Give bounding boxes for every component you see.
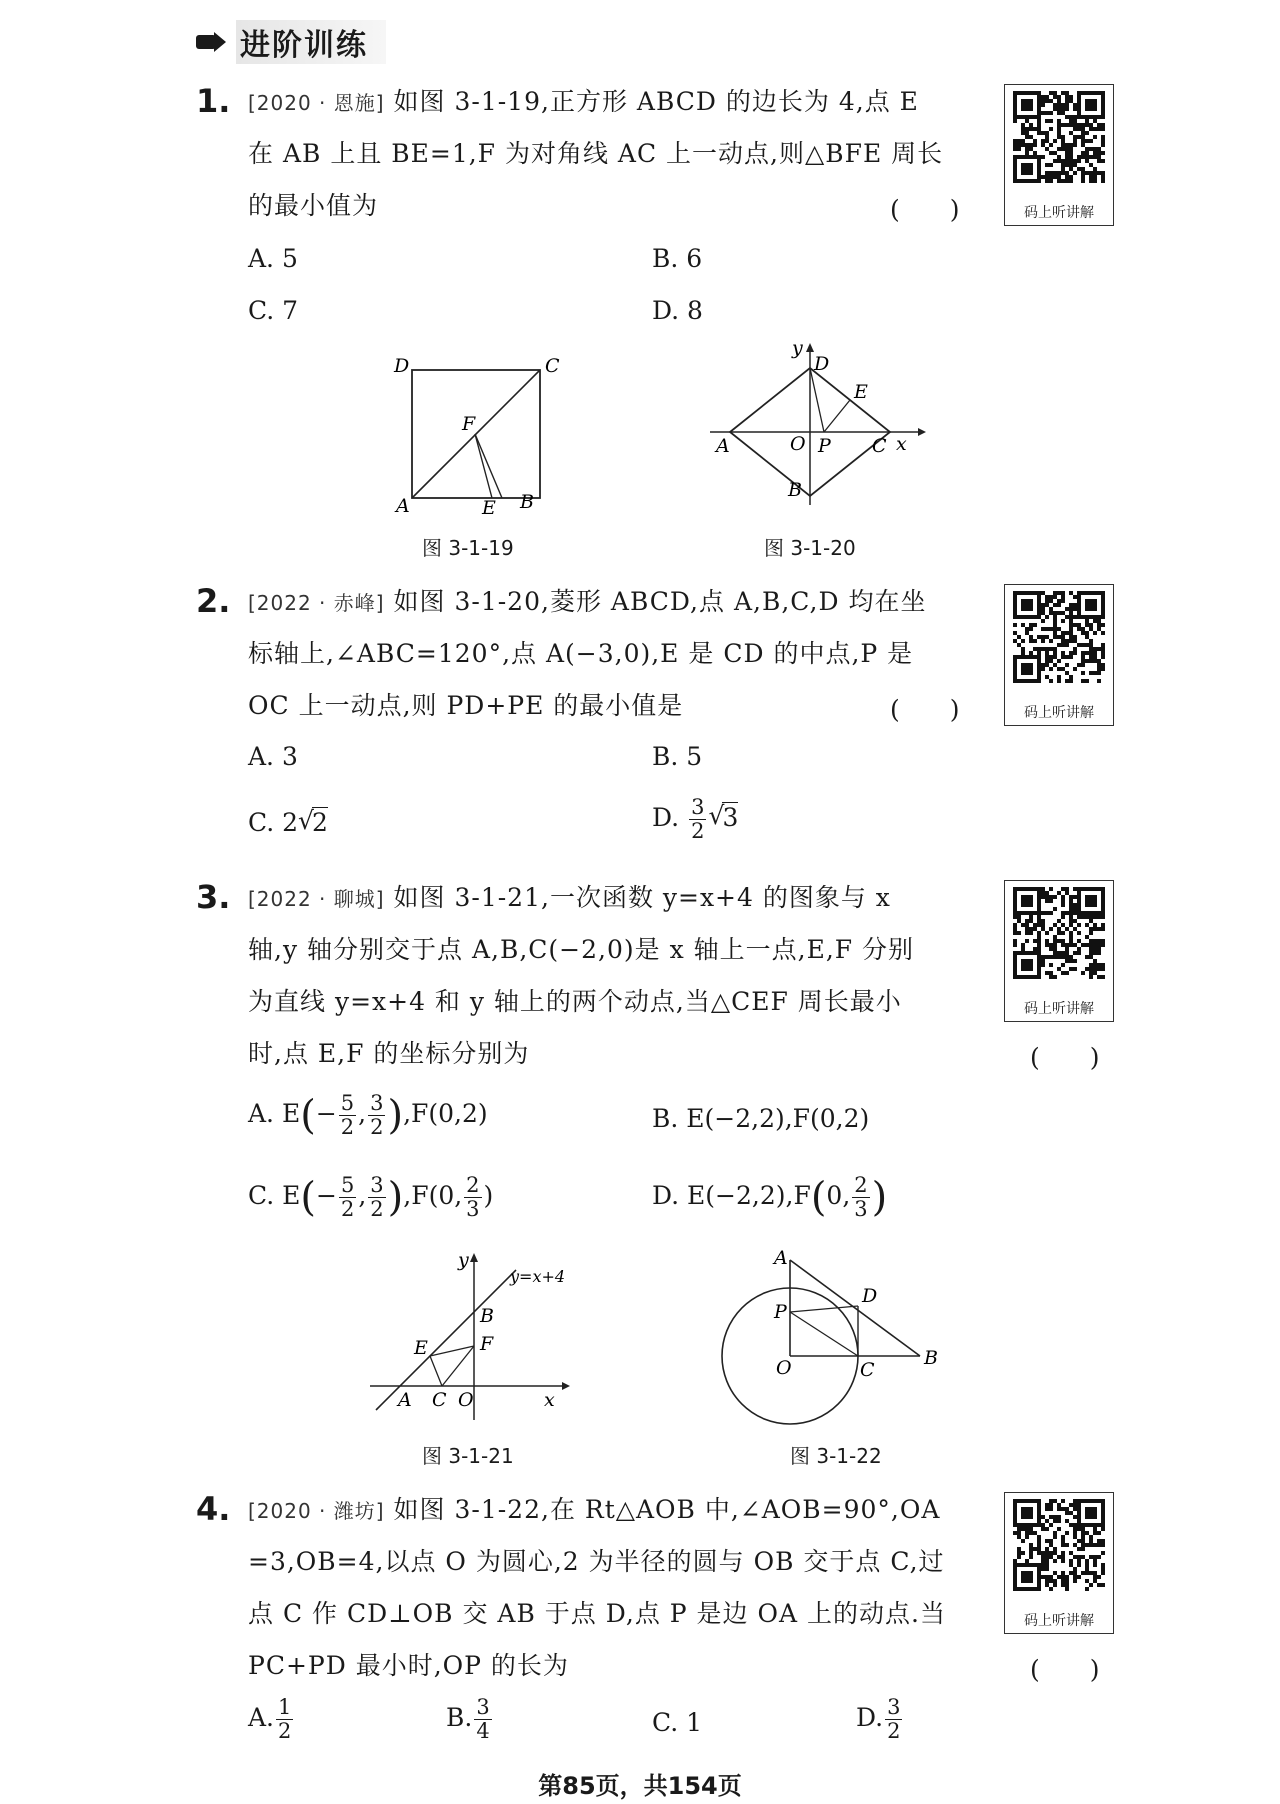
- figure-caption: 图 3-1-21: [422, 1444, 514, 1468]
- figure-3-1-21: [364, 1250, 584, 1430]
- figure-caption: 图 3-1-20: [764, 536, 856, 560]
- segment-pe: [824, 400, 850, 432]
- figure-caption: 图 3-1-22: [790, 1444, 882, 1468]
- figure-3-1-20: [700, 340, 930, 510]
- question-line: [248, 1484, 940, 1537]
- option-label: D.: [652, 803, 680, 832]
- option-d: D. E(−2,2),F(0, $\frac{2}{3}$ ): [652, 1173, 888, 1221]
- question-text: 如图 3-1-20,菱形 ABCD,点 A,B,C,D 均在坐: [393, 587, 927, 616]
- point-label: A: [716, 435, 730, 457]
- qr-code[interactable]: [1004, 584, 1114, 726]
- point-label: B: [788, 479, 802, 501]
- question-text: 标轴上,∠ABC=120°,点 A(−3,0),E 是 CD 的中点,P 是: [248, 639, 914, 668]
- option-label: D.: [856, 1703, 884, 1732]
- point-label: C: [432, 1389, 447, 1411]
- question-text: 在 AB 上且 BE=1,F 为对角线 AC 上一动点,则△BFE 周长: [248, 139, 944, 168]
- segment-pc: [790, 1312, 858, 1356]
- option-b: B. 5: [652, 742, 703, 771]
- question-number: 3.: [196, 878, 231, 916]
- question-text: OC 上一动点,则 PD+PE 的最小值是: [248, 691, 684, 720]
- question-text: 的最小值为: [248, 191, 379, 220]
- question-text: 时,点 E,F 的坐标分别为: [248, 1039, 530, 1068]
- question-text: 如图 3-1-21,一次函数 y=x+4 的图象与 x: [393, 883, 891, 912]
- fraction: $\frac{3}{2}$: [691, 795, 705, 843]
- question-text: 如图 3-1-19,正方形 ABCD 的边长为 4,点 E: [393, 87, 919, 116]
- point-label: A: [774, 1250, 788, 1269]
- point-label: C: [545, 355, 560, 377]
- answer-bracket: ( ): [890, 195, 960, 224]
- section-title: 进阶训练: [236, 20, 386, 64]
- option-a: A. 5: [248, 244, 298, 273]
- question-source: [2022 · 赤峰]: [248, 591, 385, 615]
- segment-ab: [790, 1260, 920, 1356]
- point-label: B: [520, 491, 534, 513]
- radicand: 2: [312, 808, 328, 837]
- qr-caption: 码上听讲解: [1024, 1613, 1094, 1629]
- option-label: A.: [248, 1703, 275, 1732]
- qr-code[interactable]: [1004, 1492, 1114, 1634]
- option-c: C. 7: [248, 296, 299, 325]
- question-text: =3,OB=4,以点 O 为圆心,2 为半径的圆与 OB 交于点 C,过: [248, 1547, 945, 1576]
- point-label: F: [462, 413, 476, 435]
- option-a: A. $\frac{1}{2}$: [248, 1695, 292, 1743]
- option-label: B.: [446, 1703, 473, 1732]
- radical: [708, 803, 738, 832]
- figure-3-1-19: [390, 350, 560, 520]
- option-label: D. E(−2,2),F: [652, 1181, 811, 1210]
- question-text: 为直线 y=x+4 和 y 轴上的两个动点,当△CEF 周长最小: [248, 987, 902, 1016]
- option-label: A. E: [248, 1099, 301, 1128]
- question-source: [2022 · 聊城]: [248, 887, 385, 911]
- option-tail: ,F(0,2): [403, 1099, 488, 1128]
- question-source: [2020 · 恩施]: [248, 91, 385, 115]
- option-label: C. 2: [248, 808, 299, 837]
- radicand: 3: [722, 803, 739, 832]
- option-a: A. E(− $\frac{5}{2}$ , $\frac{3}{2}$ ),F(0,2): [248, 1091, 488, 1139]
- question-number: 1.: [196, 82, 231, 120]
- question-text: PC+PD 最小时,OP 的长为: [248, 1651, 569, 1680]
- qr-code[interactable]: [1004, 84, 1114, 226]
- arrow-icon: [196, 32, 226, 52]
- segment-pd: [790, 1306, 858, 1312]
- qr-caption: 码上听讲解: [1024, 705, 1094, 721]
- point-label: C: [860, 1359, 875, 1381]
- point-label: B: [924, 1347, 938, 1369]
- axis-label: x: [896, 433, 907, 455]
- line-label: y=x+4: [510, 1267, 566, 1286]
- point-label: O: [790, 433, 806, 455]
- qr-caption: 码上听讲解: [1024, 1001, 1094, 1017]
- segment-fb: [475, 434, 502, 498]
- radical: [298, 808, 328, 837]
- option-b: B. 6: [652, 244, 703, 273]
- question-line: [248, 576, 926, 629]
- answer-bracket: ( ): [890, 695, 960, 724]
- qr-code-icon: [1013, 591, 1105, 697]
- question-line: [248, 872, 891, 925]
- point-label: D: [394, 355, 410, 377]
- axis-label: x: [544, 1389, 555, 1411]
- option-tail: ,F: [403, 1181, 429, 1210]
- answer-bracket: ( ): [1030, 1655, 1100, 1684]
- option-b: B. E(−2,2),F(0,2): [652, 1104, 870, 1133]
- qr-code-icon: [1013, 91, 1105, 197]
- figure-3-1-22: [720, 1250, 950, 1430]
- point-label: D: [814, 353, 830, 375]
- point-label: F: [480, 1333, 494, 1355]
- point-label: P: [774, 1301, 787, 1323]
- option-c: [248, 808, 328, 837]
- segment-ec: [430, 1356, 442, 1386]
- axis-label: y: [458, 1250, 469, 1271]
- point-label: E: [854, 381, 868, 403]
- option-d: D. 8: [652, 296, 703, 325]
- point-label: O: [458, 1389, 474, 1411]
- arrow-icon: [562, 1382, 570, 1390]
- option-b: B. $\frac{3}{4}$: [446, 1695, 490, 1743]
- option-d: [652, 796, 738, 843]
- qr-code[interactable]: [1004, 880, 1114, 1022]
- point-label: B: [480, 1305, 494, 1327]
- figure-caption: 图 3-1-19: [422, 536, 514, 560]
- diagonal-ac: [412, 370, 540, 498]
- point-label: O: [776, 1357, 792, 1379]
- option-label: C. E: [248, 1181, 301, 1210]
- section-header: [196, 18, 386, 66]
- option-d: D. $\frac{3}{2}$: [856, 1695, 901, 1743]
- option-a: A. 3: [248, 742, 298, 771]
- point-label: E: [482, 497, 496, 519]
- point-label: C: [872, 435, 887, 457]
- question-text: 如图 3-1-22,在 Rt△AOB 中,∠AOB=90°,OA: [393, 1495, 941, 1524]
- arrow-icon: [918, 428, 926, 436]
- arrow-icon: [806, 343, 814, 352]
- point-label: E: [414, 1337, 428, 1359]
- axis-label: y: [792, 340, 803, 359]
- segment-fe: [475, 434, 492, 498]
- answer-bracket: ( ): [1030, 1043, 1100, 1072]
- point-label: A: [398, 1389, 412, 1411]
- point-label: P: [818, 435, 831, 457]
- point-label: D: [862, 1285, 878, 1307]
- question-number: 2.: [196, 582, 231, 620]
- qr-caption: 码上听讲解: [1024, 205, 1094, 221]
- question-line: [248, 76, 919, 129]
- question-number: 4.: [196, 1490, 231, 1528]
- point-label: A: [396, 495, 410, 517]
- qr-code-icon: [1013, 1499, 1105, 1605]
- option-c: C. E(− $\frac{5}{2}$ , $\frac{3}{2}$ ),F(0, $\frac{2}{3}$ ): [248, 1173, 494, 1221]
- page-footer: 第85页，共154页: [538, 1772, 742, 1800]
- qr-code-icon: [1013, 887, 1105, 993]
- question-text: 轴,y 轴分别交于点 A,B,C(−2,0)是 x 轴上一点,E,F 分别: [248, 935, 915, 964]
- option-c: C. 1: [652, 1708, 703, 1737]
- question-text: 点 C 作 CD⊥OB 交 AB 于点 D,点 P 是边 OA 上的动点.当: [248, 1599, 946, 1628]
- arrow-icon: [470, 1253, 478, 1262]
- question-source: [2020 · 潍坊]: [248, 1499, 385, 1523]
